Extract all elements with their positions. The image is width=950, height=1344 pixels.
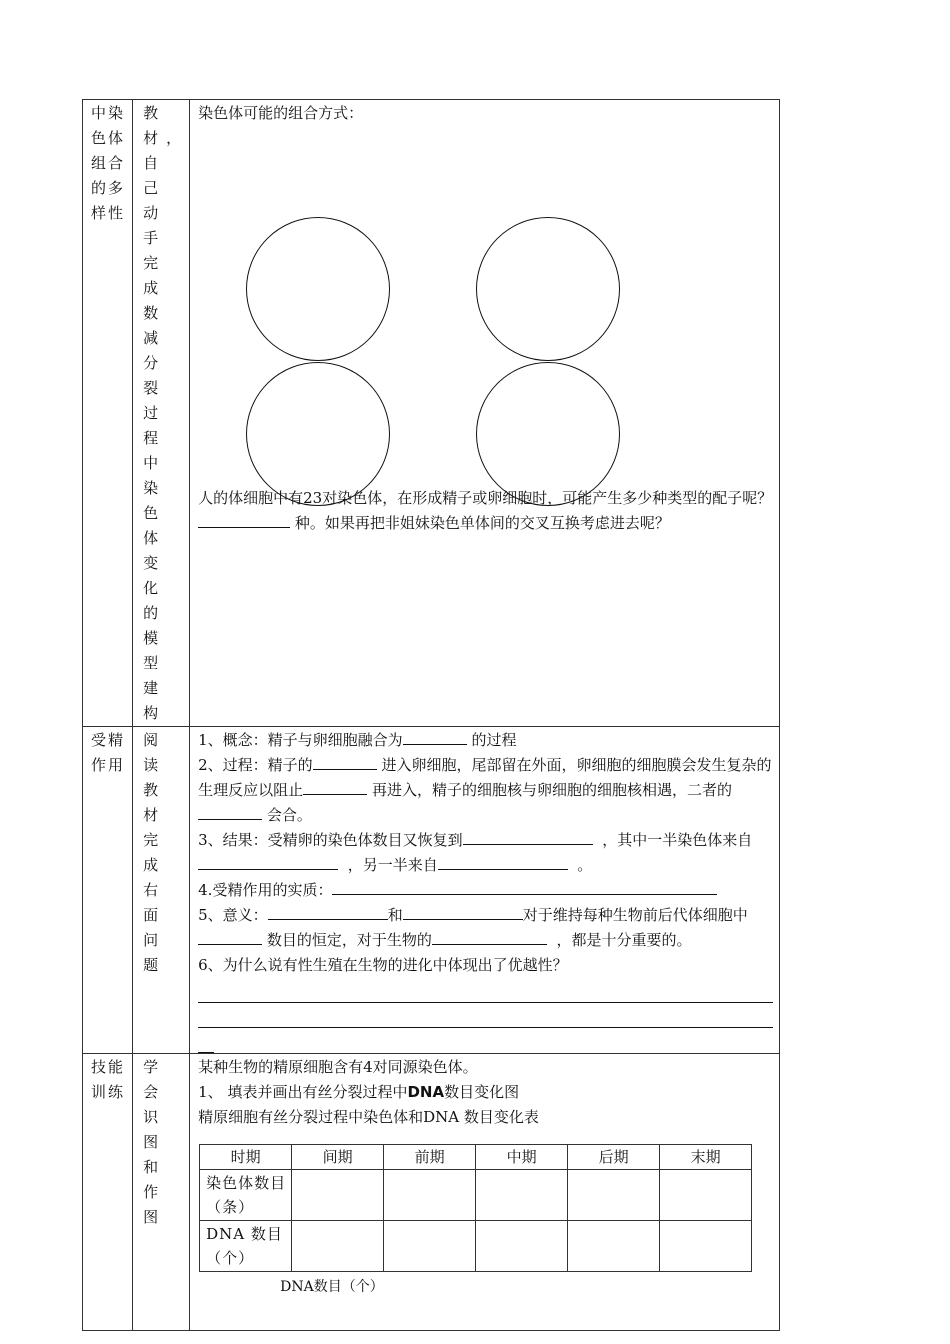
section-chromosome-combination (83, 100, 780, 727)
table-title: 精原细胞有丝分裂过程中染色体和DNA 数目变化表 (198, 1108, 539, 1126)
mitosis-count-table (199, 1144, 752, 1272)
question-process: 2、过程：精子的 进入卵细胞，尾部留在外面，卵细胞的细胞膜会发生复杂的生理反应以阻止 再进入，精子的细胞核与卵细胞的细胞核相遇，二者的 会合。 (198, 753, 773, 828)
section1-method-cell (133, 100, 190, 727)
answer-line-3[interactable] (198, 1028, 214, 1053)
answer-blank[interactable] (198, 511, 290, 528)
header-interphase: 间期 (292, 1145, 384, 1170)
section1-label: 中染色体组合的多样性 (91, 104, 126, 222)
answer-blank[interactable] (432, 928, 547, 945)
question-evolution: 6、为什么说有性生殖在生物的进化中体现出了优越性？ (198, 956, 568, 974)
answer-blank[interactable] (403, 903, 523, 920)
table-cell[interactable] (568, 1170, 660, 1221)
cell-circles-area (198, 126, 773, 486)
cell-circle-top-left (246, 217, 390, 361)
header-telophase: 末期 (660, 1145, 752, 1170)
question-concept: 1、概念：精子与卵细胞融合为 的过程 (198, 728, 773, 753)
answer-blank[interactable] (268, 903, 388, 920)
cell-circle-bottom-right (476, 362, 620, 506)
skill-task: 1、 填表并画出有丝分裂过程中DNA数目变化图 (198, 1083, 520, 1101)
cell-circle-top-right (476, 217, 620, 361)
section-fertilization (83, 727, 780, 1054)
section2-method-cell (133, 727, 190, 1054)
main-table (82, 99, 780, 1331)
answer-blank[interactable] (332, 878, 717, 895)
answer-blank[interactable] (313, 753, 377, 770)
table-cell[interactable] (660, 1170, 752, 1221)
header-period: 时期 (200, 1145, 292, 1170)
section3-method-cell (133, 1054, 190, 1331)
section-skill-training (83, 1054, 780, 1331)
table-cell[interactable] (476, 1221, 568, 1272)
answer-blank[interactable] (198, 853, 338, 870)
table-cell[interactable] (384, 1170, 476, 1221)
table-row-chromosome (200, 1170, 752, 1221)
section3-label: 技能训练 (91, 1058, 126, 1101)
section2-label: 受精作用 (91, 731, 126, 774)
table-cell[interactable] (384, 1221, 476, 1272)
answer-line-1[interactable] (198, 978, 773, 1003)
table-cell[interactable] (292, 1221, 384, 1272)
section2-label-cell (83, 727, 133, 1054)
section2-method: 阅读教材完成右面问题 (143, 731, 167, 974)
answer-blank[interactable] (438, 853, 568, 870)
header-prophase: 前期 (384, 1145, 476, 1170)
answer-blank[interactable] (198, 928, 262, 945)
question-significance: 5、意义： 和 对于维持每种生物前后代体细胞中 数目的恒定，对于生物的 ，都是十分重要的。 (198, 903, 773, 953)
table-cell[interactable] (660, 1221, 752, 1272)
section3-content-cell (190, 1054, 780, 1331)
answer-line-2[interactable] (198, 1003, 773, 1028)
table-row-dna (200, 1221, 752, 1272)
answer-blank[interactable] (198, 803, 262, 820)
table-cell[interactable] (292, 1170, 384, 1221)
table-header-row (200, 1145, 752, 1170)
question-result: 3、结果：受精卵的染色体数目又恢复到 ，其中一半染色体来自 ，另一半来自 。 (198, 828, 773, 878)
header-anaphase: 后期 (568, 1145, 660, 1170)
skill-intro: 某种生物的精原细胞含有4对同源染色体。 (198, 1058, 478, 1076)
cell-circle-bottom-left (246, 362, 390, 506)
row-label-chromosome: 染色体数目（条） (200, 1170, 292, 1221)
section3-method: 学会识图和作图 (143, 1058, 167, 1226)
section3-label-cell (83, 1054, 133, 1331)
question-essence: 4.受精作用的实质： (198, 878, 773, 903)
table-cell[interactable] (568, 1221, 660, 1272)
section2-content-cell (190, 727, 780, 1054)
section1-method: 教材，自己动手完成数减分裂过程中染色体变化的模型建构 (143, 104, 190, 722)
row-label-dna: DNA 数目（个） (200, 1221, 292, 1272)
answer-blank[interactable] (303, 778, 367, 795)
answer-blank[interactable] (463, 828, 593, 845)
table-cell[interactable] (476, 1170, 568, 1221)
answer-blank[interactable] (403, 728, 467, 745)
gamete-question: 人的体细胞中有23对染色体，在形成精子或卵细胞时，可能产生多少种类型的配子呢？ 种。如果再把非姐妹染色单体间的交叉互换考虑进去呢？ (198, 489, 773, 532)
dna-graph-axis-label: DNA数目（个） (280, 1279, 384, 1295)
section1-heading: 染色体可能的组合方式： (198, 104, 364, 122)
section1-label-cell (83, 100, 133, 727)
header-metaphase: 中期 (476, 1145, 568, 1170)
section1-content-cell (190, 100, 780, 727)
